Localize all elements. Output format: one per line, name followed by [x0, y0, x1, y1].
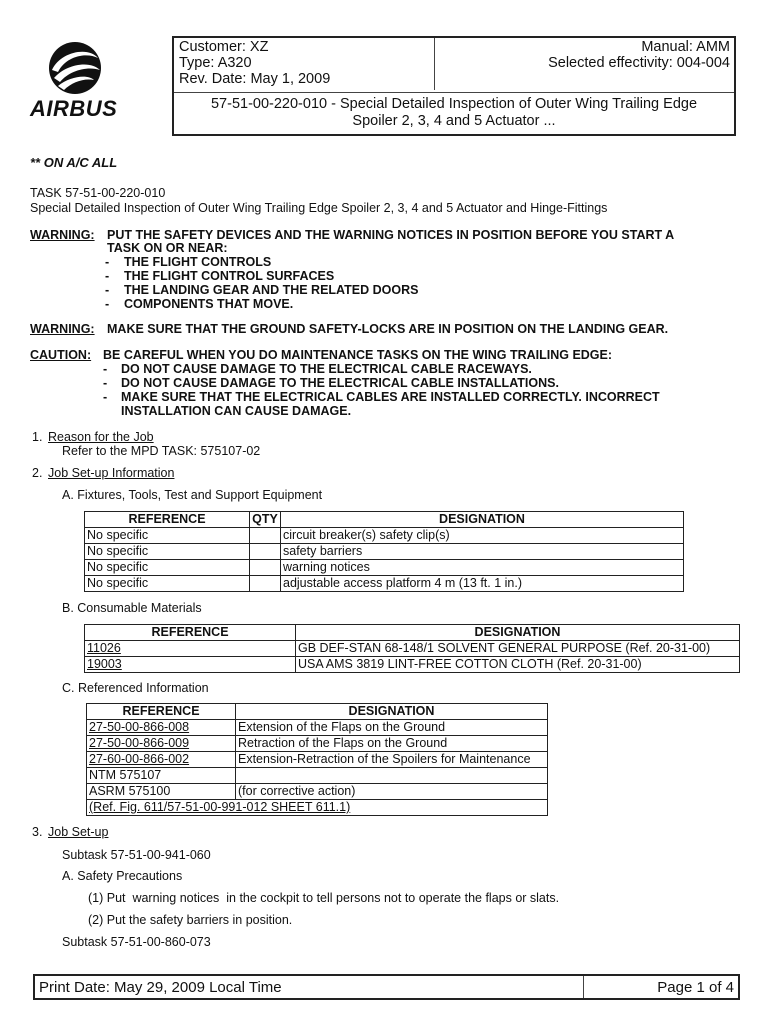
section-1-text: Refer to the MPD TASK: 575107-02: [62, 444, 261, 458]
customer: Customer: XZ: [179, 39, 269, 55]
cell-designation: Extension-Retraction of the Spoilers for Maintenance: [236, 752, 548, 768]
caution-item: DO NOT CAUSE DAMAGE TO THE ELECTRICAL CABLE RACEWAYS.: [121, 362, 532, 376]
revision-date: Rev. Date: May 1, 2009: [179, 71, 331, 87]
table-header-row: [85, 512, 684, 528]
caution-bullet: -: [103, 390, 108, 404]
equipment-table: [84, 511, 684, 592]
header-divider-h: [174, 92, 734, 93]
col-reference: REFERENCE: [87, 704, 236, 720]
col-designation: DESIGNATION: [281, 512, 684, 528]
table-row: [87, 752, 548, 768]
caution-text: BE CAREFUL WHEN YOU DO MAINTENANCE TASKS ON THE WING TRAILING EDGE:: [103, 348, 613, 362]
airbus-wordmark: AIRBUS: [30, 96, 118, 121]
cell-designation: (for corrective action): [236, 784, 548, 800]
warning-text: MAKE SURE THAT THE GROUND SAFETY-LOCKS ARE IN POSITION ON THE LANDING GEAR.: [107, 322, 669, 336]
cell-reference[interactable]: 11026: [85, 641, 296, 657]
task-reference: TASK 57-51-00-220-010: [30, 186, 166, 200]
page-number: Page 1 of 4: [657, 979, 734, 996]
safety-precautions-title: A. Safety Precautions: [62, 869, 183, 883]
applicability: ** ON A/C ALL: [30, 155, 118, 170]
warning-bullet: -: [105, 283, 110, 297]
document-header: [172, 36, 736, 136]
manual: Manual: AMM: [641, 39, 730, 55]
cell-designation: adjustable access platform 4 m (13 ft. 1 in.): [281, 576, 684, 592]
warning-item: THE FLIGHT CONTROLS: [124, 255, 272, 269]
warning-item: COMPONENTS THAT MOVE.: [124, 297, 294, 311]
warning-label: WARNING:: [30, 322, 95, 336]
col-designation: DESIGNATION: [296, 625, 740, 641]
warning-bullet: -: [105, 255, 110, 269]
table-row: [87, 720, 548, 736]
section-2-number: 2.: [32, 466, 43, 480]
caution-bullet: -: [103, 376, 108, 390]
col-reference: REFERENCE: [85, 625, 296, 641]
warning-item: THE FLIGHT CONTROL SURFACES: [124, 269, 335, 283]
subtask-1: Subtask 57-51-00-941-060: [62, 848, 211, 862]
table-row: [85, 657, 740, 673]
aircraft-type: Type: A320: [179, 55, 252, 71]
section-2-title: Job Set-up Information: [48, 466, 175, 480]
cell-designation: GB DEF-STAN 68-148/1 SOLVENT GENERAL PURPOSE (Ref. 20-31-00): [296, 641, 740, 657]
consumables-table: [84, 624, 740, 673]
airbus-logo: [30, 38, 140, 128]
section-3-title: Job Set-up: [48, 825, 109, 839]
step-2: (2) Put the safety barriers in position.: [88, 913, 293, 927]
section-1-number: 1.: [32, 430, 43, 444]
cell-qty: [250, 576, 281, 592]
table-row: [85, 641, 740, 657]
caution-item: MAKE SURE THAT THE ELECTRICAL CABLES ARE INSTALLED CORRECTLY. INCORRECT: [121, 390, 660, 404]
cell-designation: safety barriers: [281, 544, 684, 560]
table-row: [85, 560, 684, 576]
col-qty: QTY: [250, 512, 281, 528]
section-3-number: 3.: [32, 825, 43, 839]
caution-label: CAUTION:: [30, 348, 92, 362]
airbus-emblem-icon: [30, 38, 140, 98]
cell-reference: No specific: [85, 528, 250, 544]
subsection-b-title: B. Consumable Materials: [62, 601, 202, 615]
caution-item: DO NOT CAUSE DAMAGE TO THE ELECTRICAL CABLE INSTALLATIONS.: [121, 376, 559, 390]
print-date: Print Date: May 29, 2009 Local Time: [39, 979, 282, 996]
cell-reference: No specific: [85, 576, 250, 592]
cell-designation: [236, 768, 548, 784]
cell-designation: warning notices: [281, 560, 684, 576]
cell-reference: NTM 575107: [87, 768, 236, 784]
warning-item: THE LANDING GEAR AND THE RELATED DOORS: [124, 283, 419, 297]
table-row: [87, 736, 548, 752]
table-row: [87, 784, 548, 800]
section-1-title: Reason for the Job: [48, 430, 154, 444]
effectivity: Selected effectivity: 004-004: [548, 55, 730, 71]
cell-designation: circuit breaker(s) safety clip(s): [281, 528, 684, 544]
table-header-row: [87, 704, 548, 720]
referenced-info-table: [86, 703, 548, 816]
col-designation: DESIGNATION: [236, 704, 548, 720]
table-row: [85, 576, 684, 592]
cell-reference[interactable]: 27-50-00-866-009: [87, 736, 236, 752]
cell-reference: No specific: [85, 544, 250, 560]
warning-text-line2: TASK ON OR NEAR:: [107, 241, 228, 255]
cell-qty: [250, 528, 281, 544]
figure-reference[interactable]: (Ref. Fig. 611/57-51-00-991-012 SHEET 611.1): [87, 800, 548, 816]
cell-reference: No specific: [85, 560, 250, 576]
table-header-row: [85, 625, 740, 641]
caution-bullet: -: [103, 362, 108, 376]
cell-reference[interactable]: 27-60-00-866-002: [87, 752, 236, 768]
step-1: (1) Put warning notices in the cockpit to tell persons not to operate the flaps or slats.: [88, 891, 560, 905]
cell-reference: ASRM 575100: [87, 784, 236, 800]
cell-reference[interactable]: 19003: [85, 657, 296, 673]
cell-designation: Extension of the Flaps on the Ground: [236, 720, 548, 736]
subtask-2: Subtask 57-51-00-860-073: [62, 935, 211, 949]
table-row: [85, 528, 684, 544]
cell-designation: USA AMS 3819 LINT-FREE COTTON CLOTH (Ref. 20-31-00): [296, 657, 740, 673]
warning-text-line1: PUT THE SAFETY DEVICES AND THE WARNING NOTICES IN POSITION BEFORE YOU START A: [107, 228, 675, 242]
caution-item-continued: INSTALLATION CAN CAUSE DAMAGE.: [121, 404, 352, 418]
cell-designation: Retraction of the Flaps on the Ground: [236, 736, 548, 752]
warning-bullet: -: [105, 297, 110, 311]
cell-reference[interactable]: 27-50-00-866-008: [87, 720, 236, 736]
table-row: [87, 768, 548, 784]
subsection-c-title: C. Referenced Information: [62, 681, 209, 695]
cell-qty: [250, 560, 281, 576]
warning-bullet: -: [105, 269, 110, 283]
task-title-line1: 57-51-00-220-010 - Special Detailed Inspection of Outer Wing Trailing Edge: [210, 96, 698, 112]
task-title-line2: Spoiler 2, 3, 4 and 5 Actuator ...: [352, 113, 556, 129]
page-footer: [33, 974, 740, 1000]
subsection-a-title: A. Fixtures, Tools, Test and Support Equipment: [62, 488, 323, 502]
table-footer-row: [87, 800, 548, 816]
col-reference: REFERENCE: [85, 512, 250, 528]
table-row: [85, 544, 684, 560]
warning-label: WARNING:: [30, 228, 95, 242]
task-description: Special Detailed Inspection of Outer Wing Trailing Edge Spoiler 2, 3, 4 and 5 Actuator and Hinge-Fittings: [30, 201, 608, 215]
footer-divider: [583, 976, 584, 998]
cell-qty: [250, 544, 281, 560]
header-divider-v: [434, 38, 435, 90]
